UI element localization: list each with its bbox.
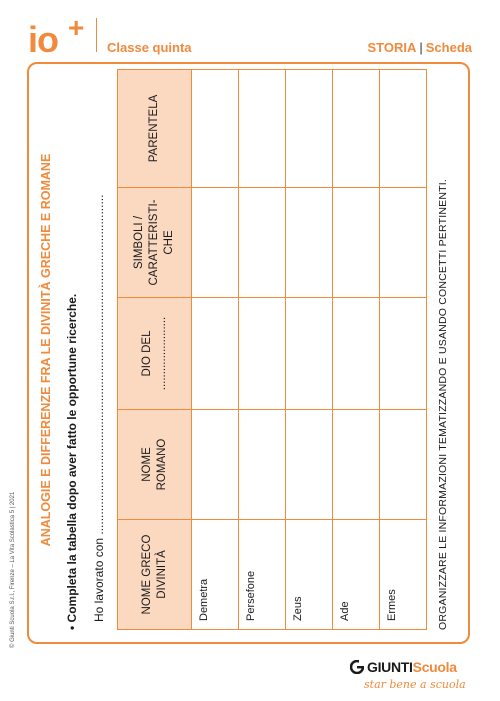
roman-name-cell[interactable] — [286, 410, 333, 520]
giunti-g-icon — [350, 660, 364, 674]
god-of-cell[interactable] — [239, 298, 286, 410]
header-symbols: SIMBOLI / CARATTERISTI- CHE — [118, 188, 192, 298]
header-divider — [96, 18, 97, 52]
god-of-cell[interactable] — [192, 298, 239, 410]
roman-name-cell[interactable] — [239, 410, 286, 520]
publisher-logo — [350, 659, 480, 699]
header-god-of: DIO DEL ....................... — [118, 298, 192, 410]
table-row — [192, 70, 239, 630]
publisher-name — [367, 659, 457, 675]
table-row — [333, 70, 380, 630]
symbols-cell[interactable] — [239, 188, 286, 298]
deity-cell: Ade — [333, 520, 380, 630]
roman-name-cell[interactable] — [192, 410, 239, 520]
worksheet-title: ANALOGIE E DIFFERENZE FRA LE DIVINITÀ GRECHE E ROMANE — [39, 153, 53, 547]
table-row — [286, 70, 333, 630]
sheet-type-label: Scheda — [425, 40, 472, 55]
table-row — [380, 70, 427, 630]
roman-name-cell[interactable] — [380, 410, 427, 520]
table-row — [239, 70, 286, 630]
logo-plus: + — [68, 12, 84, 43]
deity-cell: Ermes — [380, 520, 427, 630]
subject-label: STORIA — [367, 40, 417, 55]
kinship-cell[interactable] — [192, 70, 239, 188]
worked-with-line: Ho lavorato con ...................................................................................................... — [92, 194, 106, 622]
copyright-note: © Giunti Scuola S.r.l., Firenze – La Vita Scolastica 5 | 2021 — [10, 491, 16, 648]
symbols-cell[interactable] — [192, 188, 239, 298]
header-greek-name: NOME GRECO DIVINITÀ — [118, 520, 192, 630]
instruction-text: • Completa la tabella dopo aver fatto le opportune ricerche. — [65, 293, 79, 630]
god-of-cell[interactable] — [333, 298, 380, 410]
kinship-cell[interactable] — [239, 70, 286, 188]
worksheet-content — [33, 70, 463, 630]
table-header-row — [118, 70, 192, 630]
god-of-cell[interactable] — [380, 298, 427, 410]
deity-cell: Zeus — [286, 520, 333, 630]
symbols-cell[interactable] — [380, 188, 427, 298]
io-plus-logo — [28, 12, 84, 60]
deity-cell: Demetra — [192, 520, 239, 630]
publisher-name-giunti: GIUNTI — [367, 659, 413, 675]
subject-header — [367, 40, 472, 55]
god-of-cell[interactable] — [286, 298, 333, 410]
header-roman-name: NOME ROMANO — [118, 410, 192, 520]
kinship-cell[interactable] — [333, 70, 380, 188]
kinship-cell[interactable] — [380, 70, 427, 188]
logo-text: io — [28, 19, 58, 60]
symbols-cell[interactable] — [333, 188, 380, 298]
subject-separator: | — [419, 40, 423, 55]
deities-table — [117, 69, 427, 630]
kinship-cell[interactable] — [286, 70, 333, 188]
roman-name-cell[interactable] — [333, 410, 380, 520]
deity-cell: Persefone — [239, 520, 286, 630]
publisher-tagline: star bene a scuola — [364, 678, 466, 691]
header-kinship: PARENTELA — [118, 70, 192, 188]
publisher-name-scuola: Scuola — [412, 659, 457, 675]
footer-skill-note: ORGANIZZARE LE INFORMAZIONI TEMATIZZANDO E USANDO CONCETTI PERTINENTI. — [437, 179, 449, 630]
symbols-cell[interactable] — [286, 188, 333, 298]
class-label: Classe quinta — [107, 40, 192, 55]
